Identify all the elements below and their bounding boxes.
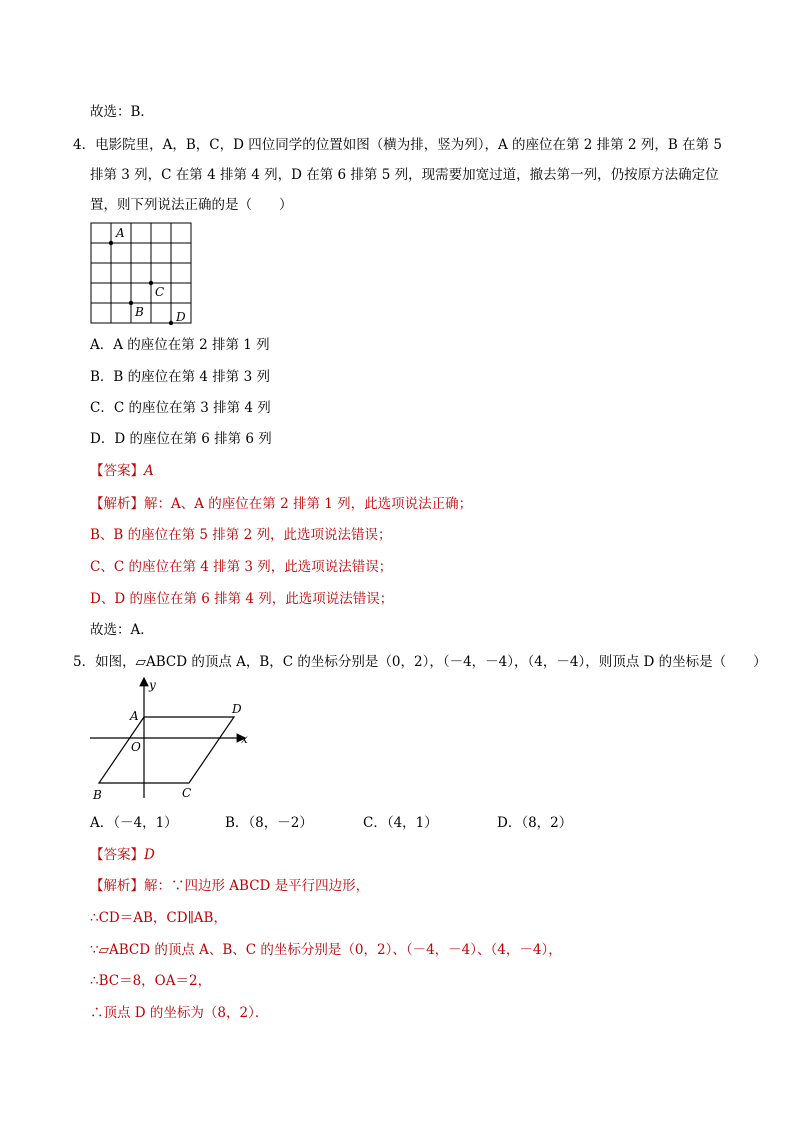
label-d: D: [232, 702, 242, 716]
point-a: [109, 241, 113, 245]
q4-option-c: C．C 的座位在第 3 排第 4 列: [90, 400, 271, 416]
q4-analysis-line2: B、B 的座位在第 5 排第 2 列，此选项说法错误；: [90, 527, 392, 543]
q5-stem-line1: 5．如图，▱ABCD 的顶点 A，B，C 的坐标分别是（0，2），（－4，－4），（4，－4），则顶点 D 的坐标是（ ）: [73, 654, 767, 670]
analysis-tag: 【解析】: [90, 496, 144, 512]
answer-tag: 【答案】: [90, 463, 144, 479]
q5-option-c: C．（4，1）: [363, 815, 438, 831]
point-b: [129, 301, 133, 305]
q4-stem-line1: 4．电影院里，A，B，C，D 四位同学的位置如图（横为排，竖为列），A 的座位在第 2 排第 2 列，B 在第 5: [73, 137, 722, 153]
q5-analysis-line2: ∴CD＝AB，CD∥AB，: [90, 910, 227, 926]
q4-analysis-line4: D、D 的座位在第 6 排第 4 列，此选项说法错误；: [90, 591, 394, 607]
q5-analysis-line3: ∵▱ABCD 的顶点 A、B、C 的坐标分别是（0，2）、（－4，－4）、（4，－4），: [90, 942, 562, 958]
label-b: B: [93, 788, 102, 802]
label-b: B: [135, 305, 144, 319]
q4-analysis-line3: C、C 的座位在第 4 排第 3 列，此选项说法错误；: [90, 559, 393, 575]
q5-analysis-line5: ∴顶点 D 的坐标为（8，2）．: [90, 1005, 269, 1021]
q4-analysis-line1: [90, 495, 472, 513]
analysis-text: 解：A、A 的座位在第 2 排第 1 列，此选项说法正确；: [144, 496, 473, 512]
parallelogram-abcd: [99, 717, 234, 783]
point-d: [169, 321, 173, 325]
label-y: y: [149, 678, 156, 692]
answer-tag: 【答案】: [90, 847, 144, 863]
label-a: A: [116, 226, 125, 240]
q5-parallelogram-figure: [85, 673, 260, 808]
q5-option-a: A．（－4，1）: [90, 815, 178, 831]
q5-option-d: D．（8，2）: [497, 815, 573, 831]
q4-option-d: D．D 的座位在第 6 排第 6 列: [90, 431, 272, 447]
analysis-text: 解：∵四边形 ABCD 是平行四边形，: [144, 878, 370, 894]
q5-analysis-line1: [90, 877, 369, 895]
q4-option-b: B．B 的座位在第 4 排第 3 列: [90, 369, 270, 385]
q5-answer: [90, 846, 155, 864]
q4-final-answer: 故选：A．: [90, 622, 154, 638]
label-c: C: [155, 285, 165, 299]
q5-option-b: B．（8，－2）: [225, 815, 313, 831]
answer-value: D: [144, 847, 155, 863]
q5-analysis-line4: ∴BC＝8，OA＝2，: [90, 973, 212, 989]
q3-final-answer: 故选：B．: [90, 104, 154, 120]
label-a: A: [130, 709, 139, 723]
label-o: O: [131, 740, 141, 754]
answer-value: A: [144, 463, 154, 479]
q4-option-a: A．A 的座位在第 2 排第 1 列: [90, 337, 270, 353]
analysis-tag: 【解析】: [90, 878, 144, 894]
point-c: [149, 281, 153, 285]
label-x: x: [241, 732, 248, 746]
label-c: C: [182, 786, 192, 800]
q4-stem-line2: 排第 3 列，C 在第 4 排第 4 列，D 在第 6 排第 5 列，现需要加宽过道，撤去第一列，仍按原方法确定位: [90, 167, 719, 183]
label-d: D: [176, 310, 186, 324]
q4-answer: [90, 462, 154, 480]
q4-stem-line3: 置，则下列说法正确的是（ ）: [90, 197, 293, 213]
q4-seat-grid-figure: [88, 220, 198, 330]
